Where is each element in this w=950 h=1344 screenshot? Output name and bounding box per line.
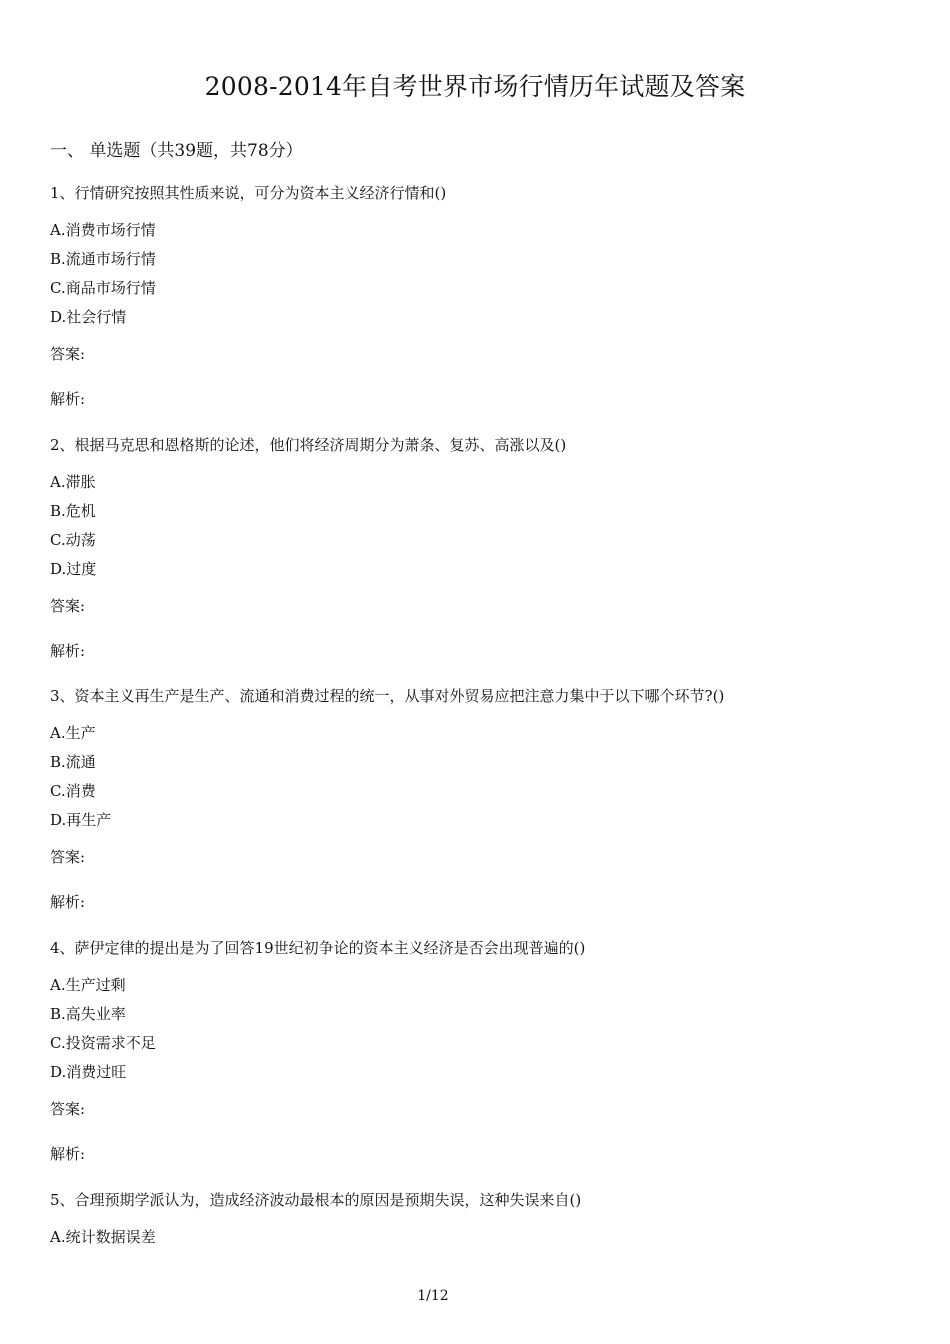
question-1-stem: 1、行情研究按照其性质来说，可分为资本主义经济行情和(): [50, 184, 447, 202]
question-2-answer-label: 答案:: [50, 597, 86, 615]
question-1-answer-label: 答案:: [50, 345, 86, 363]
question-4-option-b: B.高失业率: [50, 1005, 126, 1023]
question-4-analysis-label: 解析:: [50, 1145, 86, 1163]
question-3-analysis-label: 解析:: [50, 893, 86, 911]
question-1-option-b: B.流通市场行情: [50, 250, 156, 268]
question-1-option-c: C.商品市场行情: [50, 279, 156, 297]
question-2-option-d: D.过度: [50, 560, 97, 578]
question-4-option-c: C.投资需求不足: [50, 1034, 156, 1052]
question-3-option-a: A.生产: [50, 724, 96, 742]
question-3-option-b: B.流通: [50, 753, 96, 771]
question-4-option-d: D.消费过旺: [50, 1063, 127, 1081]
question-4-option-a: A.生产过剩: [50, 976, 126, 994]
question-3-option-d: D.再生产: [50, 811, 112, 829]
question-5-stem: 5、合理预期学派认为，造成经济波动最根本的原因是预期失误，这种失误来自(): [50, 1191, 582, 1209]
question-1-analysis-label: 解析:: [50, 390, 86, 408]
question-4-stem: 4、萨伊定律的提出是为了回答19世纪初争论的资本主义经济是否会出现普遍的(): [50, 939, 586, 957]
question-3-option-c: C.消费: [50, 782, 96, 800]
question-4-answer-label: 答案:: [50, 1100, 86, 1118]
question-1-option-d: D.社会行情: [50, 308, 127, 326]
question-2-option-a: A.滞胀: [50, 473, 96, 491]
question-2-analysis-label: 解析:: [50, 642, 86, 660]
question-2-option-b: B.危机: [50, 502, 96, 520]
question-3-answer-label: 答案:: [50, 848, 86, 866]
question-3-stem: 3、资本主义再生产是生产、流通和消费过程的统一，从事对外贸易应把注意力集中于以下哪个环节?(): [50, 687, 725, 705]
question-1-option-a: A.消费市场行情: [50, 221, 156, 239]
page-number: 1/12: [417, 1288, 449, 1304]
document-title: 2008-2014年自考世界市场行情历年试题及答案: [204, 72, 746, 101]
question-2-option-c: C.动荡: [50, 531, 96, 549]
question-5-option-a: A.统计数据误差: [50, 1228, 156, 1246]
section-heading: 一、 单选题（共39题，共78分）: [50, 141, 303, 161]
question-2-stem: 2、根据马克思和恩格斯的论述，他们将经济周期分为萧条、复苏、高涨以及(): [50, 436, 567, 454]
